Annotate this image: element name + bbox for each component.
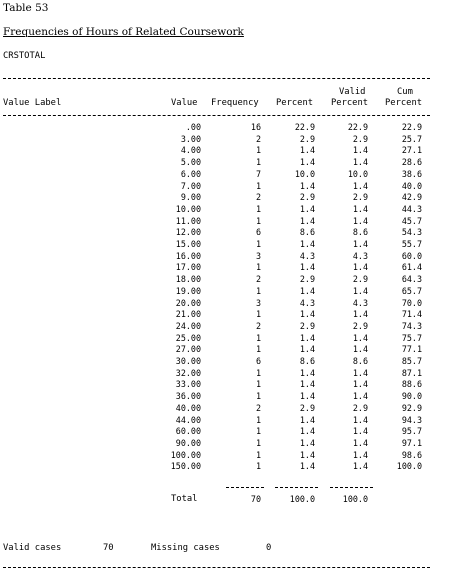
cell-cum-percent: 54.3: [401, 227, 422, 238]
header-valid-percent-bottom: Percent: [331, 98, 369, 108]
cell-frequency: 1: [255, 367, 261, 378]
cell-frequency: 3: [255, 297, 261, 308]
header-value: Value: [171, 98, 198, 108]
cell-cum-percent: 25.7: [401, 133, 422, 144]
cell-frequency: 7: [255, 168, 261, 179]
cell-value: 10.00: [175, 203, 201, 214]
top-rule: [3, 78, 430, 79]
valid-cases-value: 70: [103, 543, 114, 553]
cell-valid-percent: 2.9: [352, 133, 368, 144]
cell-frequency: 2: [255, 320, 261, 331]
cell-frequency: 1: [255, 426, 261, 437]
cell-value: 4.00: [180, 145, 201, 156]
cell-value: 3.00: [180, 133, 201, 144]
cell-value: 16.00: [175, 250, 201, 261]
cell-cum-percent: 92.9: [401, 402, 422, 413]
cell-frequency: 3: [255, 250, 261, 261]
cell-valid-percent: 1.4: [352, 285, 368, 296]
cell-frequency: 1: [255, 262, 261, 273]
header-frequency: Frequency: [211, 98, 259, 108]
missing-cases-label: Missing cases: [151, 543, 220, 553]
cell-frequency: 2: [255, 133, 261, 144]
cell-frequency: 1: [255, 180, 261, 191]
cell-cum-percent: 61.4: [401, 262, 422, 273]
cell-value: 7.00: [180, 180, 201, 191]
table-title: Frequencies of Hours of Related Coursework: [3, 26, 244, 38]
total-rule-valid-percent: [330, 487, 373, 488]
cell-value: 27.00: [175, 344, 201, 355]
cell-value: 15.00: [175, 239, 201, 249]
cell-cum-percent: 40.0: [401, 180, 422, 191]
total-valid-percent: 100.0: [342, 494, 368, 504]
total-label: Total: [171, 494, 198, 504]
cell-percent: 4.3: [299, 297, 315, 308]
cell-frequency: 1: [255, 461, 261, 472]
cell-percent: 2.9: [299, 402, 315, 413]
cell-cum-percent: 44.3: [401, 203, 422, 214]
cell-percent: 2.9: [299, 192, 315, 203]
header-rule: [3, 115, 430, 116]
cell-valid-percent: 1.4: [352, 449, 368, 460]
cell-frequency: 1: [255, 285, 261, 296]
cell-frequency: 6: [255, 356, 261, 366]
cell-value: 17.00: [175, 262, 201, 273]
cell-valid-percent: 2.9: [352, 320, 368, 331]
cell-frequency: 2: [255, 192, 261, 203]
total-rule-percent: [275, 487, 318, 488]
cell-valid-percent: 1.4: [352, 239, 368, 249]
cell-valid-percent: 1.4: [352, 414, 368, 425]
cell-valid-percent: 1.4: [352, 344, 368, 355]
cell-cum-percent: 85.7: [401, 356, 422, 366]
cell-valid-percent: 1.4: [352, 215, 368, 226]
cell-cum-percent: 38.6: [401, 168, 422, 179]
cell-frequency: 1: [255, 332, 261, 343]
cell-value: 36.00: [175, 391, 201, 402]
cell-percent: 1.4: [299, 391, 315, 402]
cell-frequency: 1: [255, 239, 261, 249]
cell-valid-percent: 2.9: [352, 192, 368, 203]
cell-value: .00: [185, 122, 201, 132]
cell-frequency: 1: [255, 309, 261, 320]
cell-percent: 2.9: [299, 320, 315, 331]
cell-valid-percent: 4.3: [352, 297, 368, 308]
cell-valid-percent: 1.4: [352, 379, 368, 390]
cell-cum-percent: 55.7: [401, 239, 422, 249]
cell-cum-percent: 45.7: [401, 215, 422, 226]
cell-valid-percent: 1.4: [352, 309, 368, 320]
cell-frequency: 1: [255, 391, 261, 402]
cell-percent: 22.9: [294, 122, 315, 132]
header-valid-percent-top: Valid: [339, 87, 366, 97]
valid-cases-label: Valid cases: [3, 543, 62, 553]
cell-cum-percent: 90.0: [401, 391, 422, 402]
cell-valid-percent: 1.4: [352, 367, 368, 378]
cell-cum-percent: 95.7: [401, 426, 422, 437]
cell-value: 90.00: [175, 437, 201, 448]
total-percent: 100.0: [289, 494, 315, 504]
cell-cum-percent: 60.0: [401, 250, 422, 261]
cell-frequency: 1: [255, 145, 261, 156]
header-percent: Percent: [276, 98, 314, 108]
cell-cum-percent: 64.3: [401, 274, 422, 285]
header-value-label: Value Label: [3, 98, 62, 108]
cell-value: 19.00: [175, 285, 201, 296]
cell-valid-percent: 1.4: [352, 426, 368, 437]
missing-cases-value: 0: [266, 543, 272, 553]
cell-cum-percent: 98.6: [401, 449, 422, 460]
cell-value: 24.00: [175, 320, 201, 331]
cell-percent: 8.6: [299, 227, 315, 238]
cell-percent: 1.4: [299, 332, 315, 343]
cell-valid-percent: 1.4: [352, 437, 368, 448]
cell-cum-percent: 97.1: [401, 437, 422, 448]
cell-frequency: 2: [255, 274, 261, 285]
cell-percent: 1.4: [299, 203, 315, 214]
cell-value: 11.00: [175, 215, 201, 226]
cell-valid-percent: 1.4: [352, 145, 368, 156]
cell-value: 12.00: [175, 227, 201, 238]
cell-valid-percent: 1.4: [352, 262, 368, 273]
cell-cum-percent: 77.1: [401, 344, 422, 355]
cell-cum-percent: 87.1: [401, 367, 422, 378]
cell-valid-percent: 10.0: [347, 168, 368, 179]
cell-cum-percent: 88.6: [401, 379, 422, 390]
cell-value: 6.00: [180, 168, 201, 179]
cell-valid-percent: 8.6: [352, 356, 368, 366]
cell-value: 44.00: [175, 414, 201, 425]
cell-percent: 2.9: [299, 274, 315, 285]
cell-valid-percent: 1.4: [352, 180, 368, 191]
cell-cum-percent: 100.0: [396, 461, 422, 472]
cell-cum-percent: 71.4: [401, 309, 422, 320]
cell-percent: 1.4: [299, 262, 315, 273]
cell-valid-percent: 1.4: [352, 157, 368, 168]
cell-cum-percent: 28.6: [401, 157, 422, 168]
cell-frequency: 16: [250, 122, 261, 132]
cell-percent: 10.0: [294, 168, 315, 179]
cell-frequency: 1: [255, 437, 261, 448]
cell-percent: 1.4: [299, 145, 315, 156]
total-rule-frequency: [226, 487, 264, 488]
variable-name: CRSTOTAL: [3, 51, 46, 61]
cell-percent: 1.4: [299, 379, 315, 390]
cell-value: 100.00: [170, 449, 201, 460]
cell-cum-percent: 65.7: [401, 285, 422, 296]
cell-cum-percent: 22.9: [401, 122, 422, 132]
cell-percent: 1.4: [299, 426, 315, 437]
cell-valid-percent: 1.4: [352, 461, 368, 472]
cell-valid-percent: 2.9: [352, 274, 368, 285]
cell-frequency: 1: [255, 344, 261, 355]
cell-frequency: 1: [255, 379, 261, 390]
table-number: Table 53: [3, 2, 49, 14]
cell-percent: 4.3: [299, 250, 315, 261]
cell-value: 20.00: [175, 297, 201, 308]
bottom-rule: [3, 567, 430, 568]
cell-value: 5.00: [180, 157, 201, 168]
cell-valid-percent: 8.6: [352, 227, 368, 238]
cell-frequency: 1: [255, 215, 261, 226]
cell-value: 60.00: [175, 426, 201, 437]
cell-percent: 1.4: [299, 215, 315, 226]
cell-cum-percent: 42.9: [401, 192, 422, 203]
cell-frequency: 2: [255, 402, 261, 413]
cell-cum-percent: 75.7: [401, 332, 422, 343]
cell-value: 21.00: [175, 309, 201, 320]
cell-value: 18.00: [175, 274, 201, 285]
cell-percent: 1.4: [299, 344, 315, 355]
cell-valid-percent: 4.3: [352, 250, 368, 261]
cell-percent: 1.4: [299, 285, 315, 296]
cell-percent: 8.6: [299, 356, 315, 366]
cell-percent: 1.4: [299, 414, 315, 425]
cell-cum-percent: 94.3: [401, 414, 422, 425]
cell-frequency: 1: [255, 449, 261, 460]
cell-value: 9.00: [180, 192, 201, 203]
cell-percent: 1.4: [299, 157, 315, 168]
cell-cum-percent: 27.1: [401, 145, 422, 156]
cell-cum-percent: 74.3: [401, 320, 422, 331]
cell-value: 150.00: [170, 461, 201, 472]
total-frequency: 70: [250, 494, 261, 504]
cell-percent: 2.9: [299, 133, 315, 144]
cell-valid-percent: 1.4: [352, 203, 368, 214]
cell-frequency: 1: [255, 414, 261, 425]
cell-value: 25.00: [175, 332, 201, 343]
cell-value: 33.00: [175, 379, 201, 390]
cell-frequency: 1: [255, 203, 261, 214]
cell-percent: 1.4: [299, 309, 315, 320]
cell-percent: 1.4: [299, 367, 315, 378]
cell-frequency: 1: [255, 157, 261, 168]
cell-value: 32.00: [175, 367, 201, 378]
cell-percent: 1.4: [299, 461, 315, 472]
cell-percent: 1.4: [299, 437, 315, 448]
cell-percent: 1.4: [299, 449, 315, 460]
cell-frequency: 6: [255, 227, 261, 238]
cell-cum-percent: 70.0: [401, 297, 422, 308]
cell-value: 30.00: [175, 356, 201, 366]
header-cum-percent-bottom: Percent: [385, 98, 423, 108]
header-cum-percent-top: Cum: [397, 87, 413, 97]
cell-valid-percent: 2.9: [352, 402, 368, 413]
cell-valid-percent: 1.4: [352, 391, 368, 402]
cell-valid-percent: 22.9: [347, 122, 368, 132]
cell-valid-percent: 1.4: [352, 332, 368, 343]
cell-percent: 1.4: [299, 180, 315, 191]
cell-value: 40.00: [175, 402, 201, 413]
cell-percent: 1.4: [299, 239, 315, 249]
